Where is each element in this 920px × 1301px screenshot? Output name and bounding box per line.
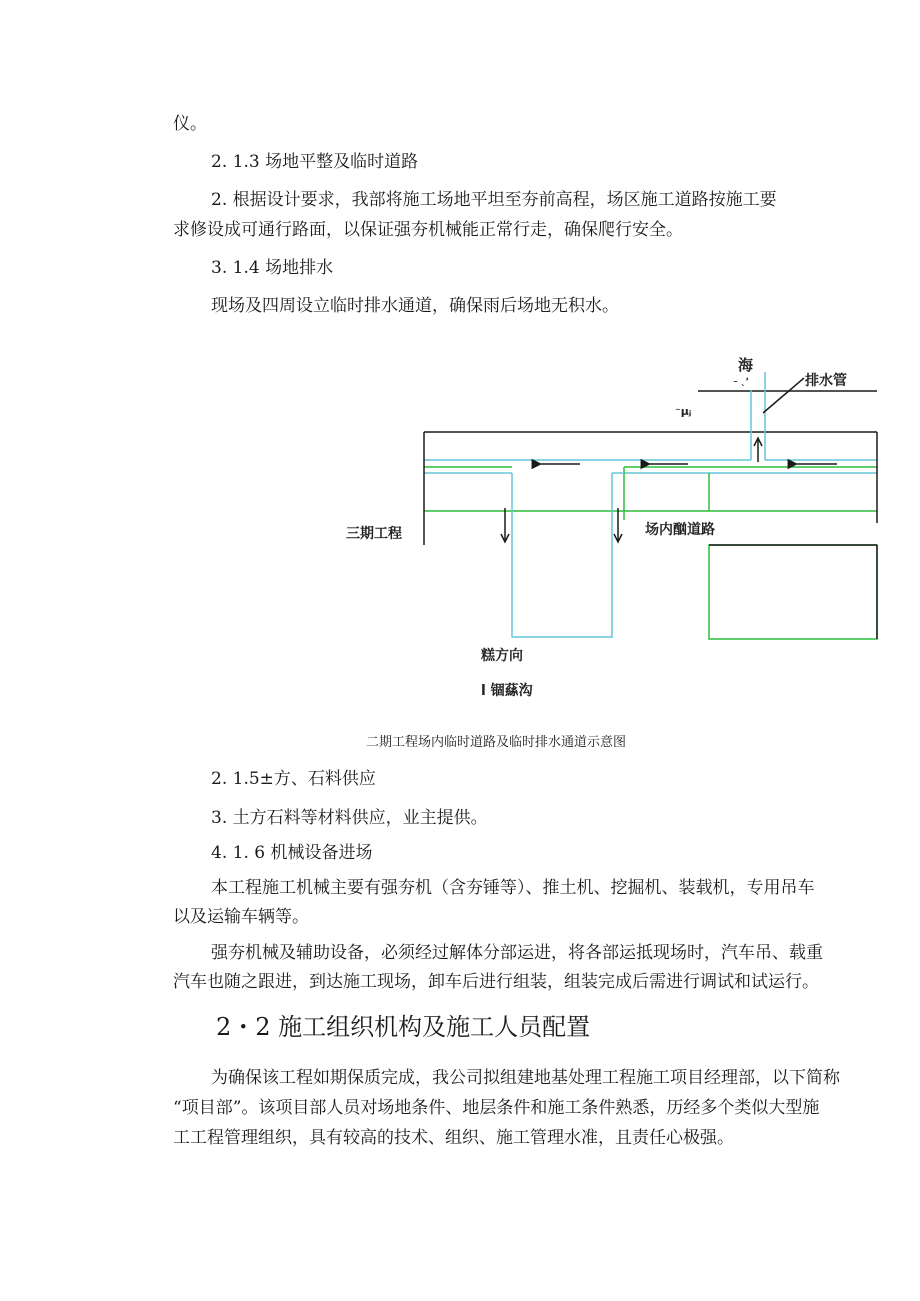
paragraph-project-line3: 工工程管理组织，具有较高的技术、组织、施工管理水准，且责任心极强。 [173,1128,734,1148]
figure-caption: 二期工程场内临时道路及临时排水通道示意图 [366,735,627,750]
label-direction: 糕方向 [481,648,523,664]
paragraph-material-supply: 3. 土方石料等材料供应，业主提供。 [211,808,488,828]
paragraph-machinery-line2: 以及运输车辆等。 [173,907,309,927]
label-phase3: 三期工程 [346,526,402,542]
label-sea: 海 [738,356,754,374]
paragraph-transport-line2: 汽车也随之跟进，到达施工现场，卸车后进行组装，组装完成后需进行调试和试运行。 [173,972,819,992]
subheading-earth-supply: 2. 1.5±方、石料供应 [211,769,376,789]
right-plot [709,545,877,639]
subheading-site-leveling: 2. 1.3 场地平整及临时道路 [211,152,419,172]
paragraph-design-line1: 2. 根据设计要求，我部将施工场地平坦至夯前高程，场区施工道路按施工要 [211,190,777,210]
label-drain-pipe: 排水管 [805,373,847,389]
paragraph-project-line1: 为确保该工程如期保质完成，我公司拟组建地基处理工程施工项目经理部，以下简称 [211,1068,840,1088]
blue-plot-outline [512,473,612,637]
label-left-mark: ⁻μⱼ [675,405,692,418]
label-road: 场内酗道路 [645,522,715,538]
label-ditch: l 锢蕬沟 [481,683,533,699]
paragraph-design-line2: 求修设成可通行路面，以保证强夯机械能正常行走，确保爬行安全。 [173,220,683,240]
pipe-leader [763,378,804,413]
subheading-drainage: 3. 1.4 场地排水 [211,258,334,278]
paragraph-transport-line1: 强夯机械及辅助设备，必须经过解体分部运进，将各部运抵现场时，汽车吊、载重 [211,943,823,963]
subheading-equipment: 4. 1. 6 机械设备进场 [211,843,373,863]
paragraph-machinery-line1: 本工程施工机械主要有强夯机（含夯锤等）、推土机、挖掘机、装载机，专用吊车 [211,878,815,898]
paragraph-drainage: 现场及四周设立临时排水通道，确保雨后场地无积水。 [211,296,619,316]
section-title: 2・2 施工组织机构及施工人员配置 [216,1013,591,1041]
label-sea-sub: ̵ ˎʼ [738,377,750,387]
paragraph-tail: 仪。 [173,114,207,134]
paragraph-project-line2: “项目部”。该项目部人员对场地条件、地层条件和施工条件熟悉，历经多个类似大型施 [173,1098,820,1118]
